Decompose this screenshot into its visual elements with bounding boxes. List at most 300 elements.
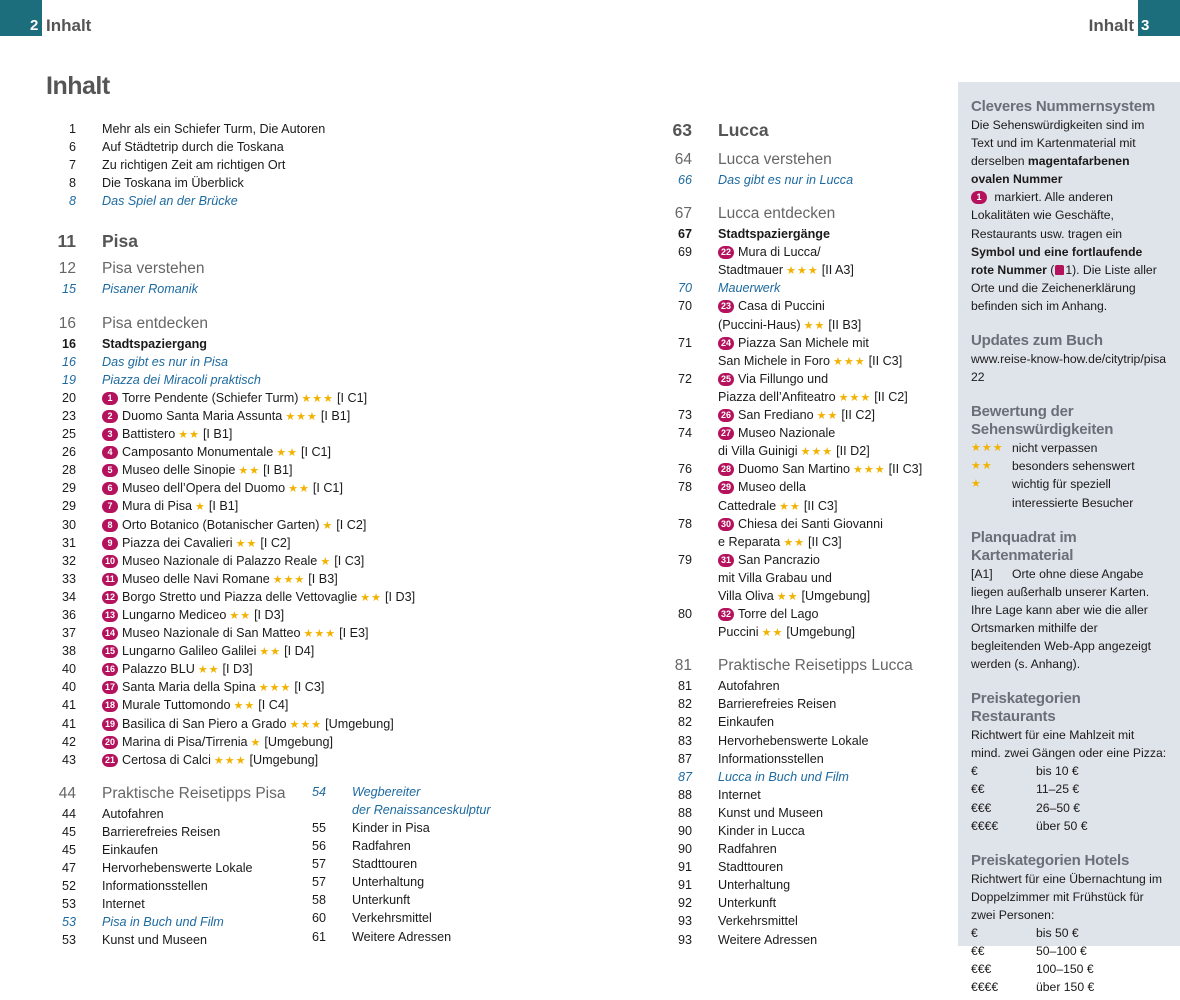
toc-entry[interactable] — [46, 877, 296, 895]
toc-page-number: 82 — [677, 697, 692, 712]
map-reference: [Umgebung] — [264, 734, 333, 749]
toc-entry[interactable] — [296, 855, 546, 873]
toc-entry[interactable] — [296, 819, 546, 837]
toc-section-pisa-tipps[interactable]: 44 Praktische Reisetipps Pisa — [58, 784, 286, 802]
sight-number-badge: 32 — [718, 608, 734, 621]
toc-page-number: 66 — [677, 173, 692, 187]
legend-text: wichtig für speziell interessierte Besucher — [1012, 477, 1134, 510]
toc-entry-title: Cattedrale — [718, 498, 777, 513]
toc-page-number: 20 — [61, 390, 76, 405]
toc-entry-text — [102, 570, 338, 588]
toc-entry[interactable] — [662, 732, 952, 750]
sidebar-text: Richtwert für eine Mahlzeit mit mind. zwei Gängen oder eine Pizza: — [971, 728, 1167, 761]
toc-entry[interactable] — [296, 928, 546, 946]
toc-entry-title: der Renaissanceskulptur — [352, 802, 491, 817]
toc-entry-title: Kunst und Museen — [102, 933, 208, 948]
toc-entry[interactable] — [46, 751, 606, 769]
toc-page-number: 37 — [61, 626, 76, 641]
map-reference: [I B1] — [202, 427, 233, 442]
running-head-left: Inhalt — [46, 16, 92, 35]
legend-text: bis 10 € — [1036, 764, 1079, 779]
toc-page-number: 29 — [61, 481, 76, 496]
toc-entry[interactable] — [46, 497, 606, 515]
toc-entry-text — [718, 768, 849, 786]
legend-text: 26–50 € — [1036, 800, 1081, 815]
toc-page-number: 90 — [677, 842, 692, 857]
sidebar-text: Die Sehenswürdigkeiten sind im Text und im Kartenmaterial mit derselben magentafarbenen ovalen Nummer 1 markiert. Alle anderen Lokalitäten wie Geschäfte, Restaurants usw. tragen ein Symbol und eine fortlaufende rote Nummer ( 1). Die Liste aller Orte und die Zeichenerklärung befinden sich im Anhang. — [971, 118, 1157, 313]
toc-entry[interactable] — [662, 840, 952, 858]
legend-text: 100–150 € — [1036, 962, 1094, 977]
toc-entry[interactable] — [46, 371, 606, 389]
toc-entry[interactable] — [46, 552, 606, 570]
toc-entry[interactable] — [46, 174, 606, 192]
toc-entry[interactable] — [46, 841, 296, 859]
toc-page-number: 40 — [61, 680, 76, 695]
sight-number-badge: 19 — [102, 718, 118, 731]
map-reference: [I D3] — [254, 607, 285, 622]
map-reference: [II C3] — [808, 534, 842, 549]
toc-entry-text — [718, 786, 761, 804]
rating-stars: ★★ — [178, 429, 200, 442]
rating-stars: ★ — [250, 736, 262, 749]
map-reference: [I B1] — [263, 463, 293, 478]
toc-entry[interactable] — [46, 389, 606, 407]
toc-entry-title: Stadttouren — [718, 860, 784, 875]
toc-entry[interactable] — [46, 534, 606, 552]
toc-entry[interactable] — [46, 715, 606, 733]
toc-entry[interactable] — [296, 783, 546, 801]
toc-entry[interactable] — [46, 606, 606, 624]
toc-page-number: 80 — [677, 607, 692, 622]
toc-entry-title: Battistero — [122, 427, 176, 442]
toc-entry[interactable] — [662, 171, 952, 189]
legend-row — [971, 457, 1167, 475]
toc-page-number: 45 — [61, 843, 76, 857]
toc-page-number: 82 — [677, 715, 692, 730]
toc-entry[interactable] — [46, 859, 296, 877]
toc-entry[interactable] — [662, 623, 952, 641]
toc-entry-text — [718, 894, 776, 912]
toc-page-number: 55 — [311, 821, 326, 835]
toc-entry-text — [718, 497, 837, 515]
toc-entry-text — [718, 460, 922, 478]
toc-entry-title: Torre del Lago — [738, 607, 819, 622]
toc-entry[interactable] — [662, 931, 952, 949]
toc-entry-title: Mura di Pisa — [122, 499, 192, 514]
sight-number-badge: 5 — [102, 464, 118, 477]
toc-entry-text — [102, 642, 314, 660]
toc-entry[interactable] — [662, 822, 952, 840]
toc-chapter-pisa[interactable] — [46, 228, 606, 254]
toc-entry[interactable] — [46, 353, 606, 371]
page-title: Inhalt — [46, 72, 110, 100]
toc-entry[interactable] — [46, 407, 606, 425]
sight-number-badge: 27 — [718, 427, 734, 440]
toc-entry-title: Mauerwerk — [718, 281, 781, 296]
toc-entry[interactable] — [46, 138, 606, 156]
toc-entry-text — [718, 931, 817, 949]
toc-entry-text — [102, 371, 261, 389]
toc-entry[interactable] — [662, 713, 952, 731]
sight-number-badge: 9 — [102, 537, 118, 550]
toc-entry[interactable] — [662, 912, 952, 930]
toc-entry-title: San Michele in Foro — [718, 353, 830, 368]
toc-page-number: 34 — [61, 589, 76, 604]
sidebar-heading: Preiskategorien Restaurants — [971, 690, 1081, 726]
toc-entry[interactable] — [296, 837, 546, 855]
toc-entry[interactable] — [46, 660, 606, 678]
toc-entry[interactable] — [296, 801, 546, 819]
rating-stars: ★★★ — [853, 464, 886, 477]
toc-entry[interactable] — [46, 425, 606, 443]
toc-entry-title: di Villa Guinigi — [718, 444, 798, 459]
toc-page-number: 70 — [677, 299, 692, 314]
toc-section-pisa-verstehen[interactable]: 12 Pisa verstehen — [58, 260, 205, 278]
rating-stars: ★★★ — [786, 265, 819, 278]
toc-page-number: 32 — [61, 553, 76, 568]
toc-entry[interactable] — [662, 352, 952, 370]
toc-entry[interactable] — [662, 406, 952, 424]
toc-page-number: 28 — [61, 463, 76, 478]
toc-entry[interactable] — [662, 876, 952, 894]
toc-entry-title: Museo delle Sinopie — [122, 463, 236, 478]
toc-entry[interactable] — [46, 280, 606, 298]
toc-entry[interactable] — [46, 461, 606, 479]
toc-entry[interactable] — [46, 443, 606, 461]
toc-entry-title: Das Spiel an der Brücke — [102, 194, 238, 209]
rating-stars: ★ — [971, 478, 982, 491]
toc-entry[interactable] — [662, 695, 952, 713]
legend-text: besonders sehenswert — [1012, 459, 1135, 474]
toc-entry[interactable] — [662, 316, 952, 334]
toc-page-number: 44 — [61, 806, 76, 821]
toc-entry[interactable] — [662, 569, 952, 587]
toc-page-number — [662, 352, 692, 370]
toc-section-lucca-entdecken[interactable]: 67 Lucca entdecken — [674, 205, 836, 223]
sidebar-text: [A1] Orte ohne diese Angabe liegen außerhalb unserer Karten. Ihre Lage kann aber wie die aller Ortsmarken mithilfe der begleitenden Web-App angezeigt werden (s. Anhang). — [971, 566, 1152, 672]
map-reference: [Umgebung] — [249, 752, 319, 767]
toc-entry[interactable] — [46, 642, 606, 660]
toc-entry-text — [718, 605, 819, 623]
toc-page-number: 60 — [311, 911, 326, 926]
toc-entry-title: Unterhaltung — [718, 878, 791, 893]
toc-entry[interactable] — [46, 823, 296, 841]
toc-page-number: 71 — [677, 335, 692, 350]
sight-number-badge: 30 — [718, 518, 734, 531]
toc-page-number: 40 — [61, 662, 76, 677]
toc-entry-title: Hervorhebenswerte Lokale — [102, 861, 253, 876]
toc-entry[interactable] — [46, 733, 606, 751]
toc-entry-text — [102, 751, 318, 769]
toc-entry[interactable] — [662, 804, 952, 822]
toc-entry[interactable] — [46, 678, 606, 696]
toc-entry[interactable] — [662, 388, 952, 406]
toc-entry[interactable] — [46, 895, 296, 913]
running-head-right: Inhalt — [1088, 16, 1134, 35]
toc-entry-text — [102, 138, 284, 156]
toc-entry[interactable] — [662, 858, 952, 876]
rating-stars: ★★ — [803, 319, 826, 332]
toc-page-number: 41 — [61, 716, 76, 731]
toc-page-number: 16 — [61, 336, 76, 351]
map-reference: [I E3] — [339, 626, 369, 641]
sight-number-badge: 26 — [718, 409, 734, 422]
rating-stars: ★★ — [235, 537, 258, 550]
toc-entry[interactable] — [662, 478, 952, 496]
toc-entry[interactable] — [662, 768, 952, 786]
toc-entry-title: Stadttouren — [352, 857, 418, 872]
price-symbol: €€€€ — [971, 980, 999, 995]
toc-entry-title: San Frediano — [738, 408, 814, 423]
legend-row — [971, 942, 1167, 960]
sight-number-badge: 15 — [102, 645, 118, 658]
toc-entry-text — [718, 279, 780, 297]
toc-entry-title: Stadtmauer — [718, 263, 784, 278]
toc-entry-title: Autofahren — [102, 806, 164, 821]
toc-entry[interactable] — [662, 334, 952, 352]
toc-page-number: 26 — [61, 445, 76, 460]
toc-page-number: 83 — [677, 733, 692, 748]
toc-entry-text — [718, 225, 830, 243]
toc-entry[interactable] — [296, 909, 546, 927]
toc-entry[interactable] — [46, 192, 606, 210]
toc-entry-text — [718, 334, 869, 352]
toc-page-number: 16 — [61, 354, 76, 369]
map-reference: [I C3] — [294, 680, 325, 695]
toc-entry[interactable] — [46, 120, 606, 138]
toc-entry[interactable] — [662, 243, 952, 261]
toc-entry-text — [718, 840, 777, 858]
toc-entry-text — [718, 822, 805, 840]
sight-number-badge: 28 — [718, 463, 734, 476]
toc-page-number: 92 — [677, 896, 692, 911]
legend-text: über 150 € — [1036, 980, 1095, 995]
toc-lucca-column — [662, 117, 952, 949]
toc-entry[interactable] — [662, 424, 952, 442]
toc-entry[interactable] — [662, 370, 952, 388]
toc-page-number: 38 — [61, 644, 76, 659]
map-reference: [I B1] — [208, 499, 239, 514]
map-reference: [I C1] — [312, 481, 343, 496]
toc-entry[interactable] — [662, 261, 952, 279]
toc-entry[interactable] — [296, 873, 546, 891]
map-reference: [I C1] — [336, 390, 368, 405]
toc-entry-title: Lungarno Mediceo — [122, 607, 227, 622]
lock-icon — [1055, 265, 1064, 275]
legend-text: nicht verpassen — [1012, 441, 1098, 456]
toc-entry[interactable] — [662, 533, 952, 551]
map-reference: [II A3] — [821, 263, 854, 278]
toc-entry-title: Puccini — [718, 625, 759, 640]
legend-row — [971, 978, 1167, 996]
sight-number-badge: 7 — [102, 500, 118, 513]
sight-number-badge: 1 — [971, 191, 987, 204]
toc-entry-text — [102, 120, 325, 138]
info-sidebar — [958, 82, 1180, 995]
toc-entry-text — [102, 913, 224, 931]
toc-entry-title: Museo della — [738, 480, 806, 495]
toc-chapter-lucca[interactable]: 63 Lucca — [672, 120, 769, 140]
toc-entry[interactable] — [296, 891, 546, 909]
rating-stars: ★★ — [776, 590, 799, 603]
toc-entry-text — [718, 876, 790, 894]
toc-entry-text — [102, 805, 164, 823]
toc-page-number — [662, 442, 692, 460]
toc-page-number: 93 — [677, 932, 692, 947]
toc-page-number: 43 — [61, 752, 76, 767]
map-reference: [Umgebung] — [801, 588, 871, 603]
toc-entry-text — [352, 783, 420, 801]
toc-page-number: 93 — [677, 914, 692, 929]
toc-page-number: 88 — [677, 787, 692, 802]
toc-page-number — [662, 261, 692, 279]
toc-entry-text — [102, 877, 208, 895]
toc-section-lucca-verstehen[interactable]: 64 Lucca verstehen — [674, 151, 832, 168]
toc-entry-text — [102, 479, 343, 497]
legend-row — [971, 799, 1167, 817]
toc-page-number: 19 — [61, 372, 76, 387]
toc-entry-text — [352, 928, 451, 946]
sight-number-badge: 16 — [102, 663, 118, 676]
toc-page-number — [662, 623, 692, 641]
update-link[interactable]: www.reise-know-how.de/citytrip/pisa22 — [971, 352, 1167, 385]
toc-entry-title: Autofahren — [718, 679, 780, 694]
rating-stars: ★★ — [816, 410, 839, 423]
toc-entry[interactable] — [46, 805, 296, 823]
toc-entry[interactable] — [662, 442, 952, 460]
toc-entry[interactable] — [662, 894, 952, 912]
toc-entry-title: Museo delle Navi Romane — [122, 571, 270, 586]
toc-section-lucca-tipps[interactable]: 81 Praktische Reisetipps Lucca — [674, 657, 913, 675]
toc-page-number: 7 — [68, 158, 76, 173]
toc-entry-text — [102, 516, 366, 534]
map-reference: [I B1] — [320, 408, 351, 423]
toc-entry-title: Radfahren — [352, 839, 411, 854]
toc-entry-text — [102, 353, 228, 371]
toc-entry-title: Casa di Puccini — [738, 299, 825, 314]
sidebar-heading: Bewertung der Sehenswürdigkeiten — [971, 403, 1114, 439]
rating-stars: ★ — [195, 501, 206, 514]
toc-page-number: 36 — [61, 607, 76, 622]
toc-entry-title: Kinder in Pisa — [352, 821, 430, 835]
toc-page-number: 67 — [677, 227, 692, 242]
toc-page-number: 42 — [61, 734, 76, 749]
toc-entry[interactable] — [662, 587, 952, 605]
toc-page-number: 76 — [677, 462, 692, 477]
toc-page-number — [662, 533, 692, 551]
toc-entry-text — [718, 804, 823, 822]
toc-entry-title: Verkehrsmittel — [718, 914, 798, 929]
toc-entry-text — [718, 478, 806, 496]
toc-entry[interactable] — [46, 624, 606, 642]
toc-entry-title: Via Fillungo und — [738, 371, 829, 386]
toc-entry[interactable] — [662, 551, 952, 569]
price-symbol: €€ — [971, 782, 985, 797]
toc-page-number: 78 — [677, 516, 692, 531]
toc-entry[interactable] — [662, 297, 952, 315]
map-reference: [II C3] — [868, 353, 903, 368]
toc-entry-text — [718, 424, 835, 442]
toc-entry-text — [102, 534, 290, 552]
toc-entry-title: Mura di Lucca/ — [738, 245, 821, 260]
toc-entry[interactable] — [46, 913, 296, 931]
toc-entry[interactable] — [662, 515, 952, 533]
toc-page-number — [296, 801, 326, 819]
rating-stars: ★★ — [761, 627, 784, 640]
toc-entry[interactable] — [46, 335, 606, 353]
toc-list — [46, 335, 606, 769]
legend-row — [971, 817, 1167, 835]
toc-entry[interactable] — [46, 479, 606, 497]
legend-row — [971, 780, 1167, 798]
toc-entry[interactable] — [46, 696, 606, 714]
toc-entry[interactable] — [46, 156, 606, 174]
rating-stars: ★★★ — [285, 410, 318, 423]
toc-page-number: 90 — [677, 824, 692, 838]
toc-entry-text — [718, 623, 855, 641]
rating-stars: ★★ — [971, 460, 993, 473]
rating-stars: ★★★ — [838, 391, 872, 404]
toc-entry-title: Piazza dei Miracoli praktisch — [102, 372, 261, 387]
toc-entry[interactable] — [662, 786, 952, 804]
toc-entry-text — [102, 552, 364, 570]
toc-page-number: 91 — [677, 878, 692, 893]
toc-entry-text — [718, 858, 783, 876]
toc-entry[interactable] — [662, 605, 952, 623]
sight-number-badge: 10 — [102, 555, 118, 568]
price-legend-hotels — [971, 924, 1167, 996]
toc-entry[interactable] — [46, 570, 606, 588]
toc-entry-text — [102, 335, 207, 353]
sight-number-badge: 31 — [718, 554, 734, 567]
map-reference: [I D3] — [222, 662, 253, 677]
toc-entry-title: Marina di Pisa/Tirrenia — [122, 734, 248, 749]
toc-entry[interactable] — [662, 750, 952, 768]
toc-entry[interactable] — [662, 460, 952, 478]
sight-number-badge: 14 — [102, 627, 118, 640]
toc-page-number: 72 — [677, 371, 692, 386]
toc-page-number: 54 — [311, 784, 326, 799]
toc-entry[interactable] — [662, 497, 952, 515]
toc-entry-title: Borgo Stretto und Piazza delle Vettovaglie — [122, 589, 358, 604]
sight-number-badge: 18 — [102, 699, 118, 712]
sight-number-badge: 8 — [102, 519, 118, 532]
toc-entry-text — [718, 732, 869, 750]
toc-entry[interactable] — [662, 677, 952, 695]
toc-entry-text — [102, 733, 333, 751]
legend-text: 11–25 € — [1036, 782, 1080, 797]
sidebar-heading: Preiskategorien Hotels — [971, 851, 1130, 869]
toc-entry[interactable] — [46, 516, 606, 534]
map-reference: [II C3] — [888, 462, 923, 477]
toc-page-number: 61 — [311, 929, 326, 944]
sidebar-heading: Planquadrat im Kartenmaterial — [971, 528, 1077, 564]
toc-section-pisa-entdecken[interactable]: 16 Pisa entdecken — [58, 314, 208, 332]
rating-stars: ★★ — [360, 591, 382, 604]
toc-entry-title: Unterkunft — [352, 893, 411, 908]
toc-entry[interactable] — [662, 225, 952, 243]
rating-stars: ★★★ — [272, 573, 306, 586]
sidebar-heading: Cleveres Nummernsystem — [971, 98, 1156, 115]
toc-entry-text — [718, 695, 836, 713]
toc-entry-text — [102, 624, 369, 642]
toc-entry-text — [102, 841, 158, 859]
map-reference: [Umgebung] — [325, 716, 394, 731]
sight-number-badge: 22 — [718, 246, 734, 259]
toc-entry[interactable] — [46, 931, 296, 949]
toc-entry[interactable] — [46, 588, 606, 606]
toc-entry[interactable] — [662, 279, 952, 297]
